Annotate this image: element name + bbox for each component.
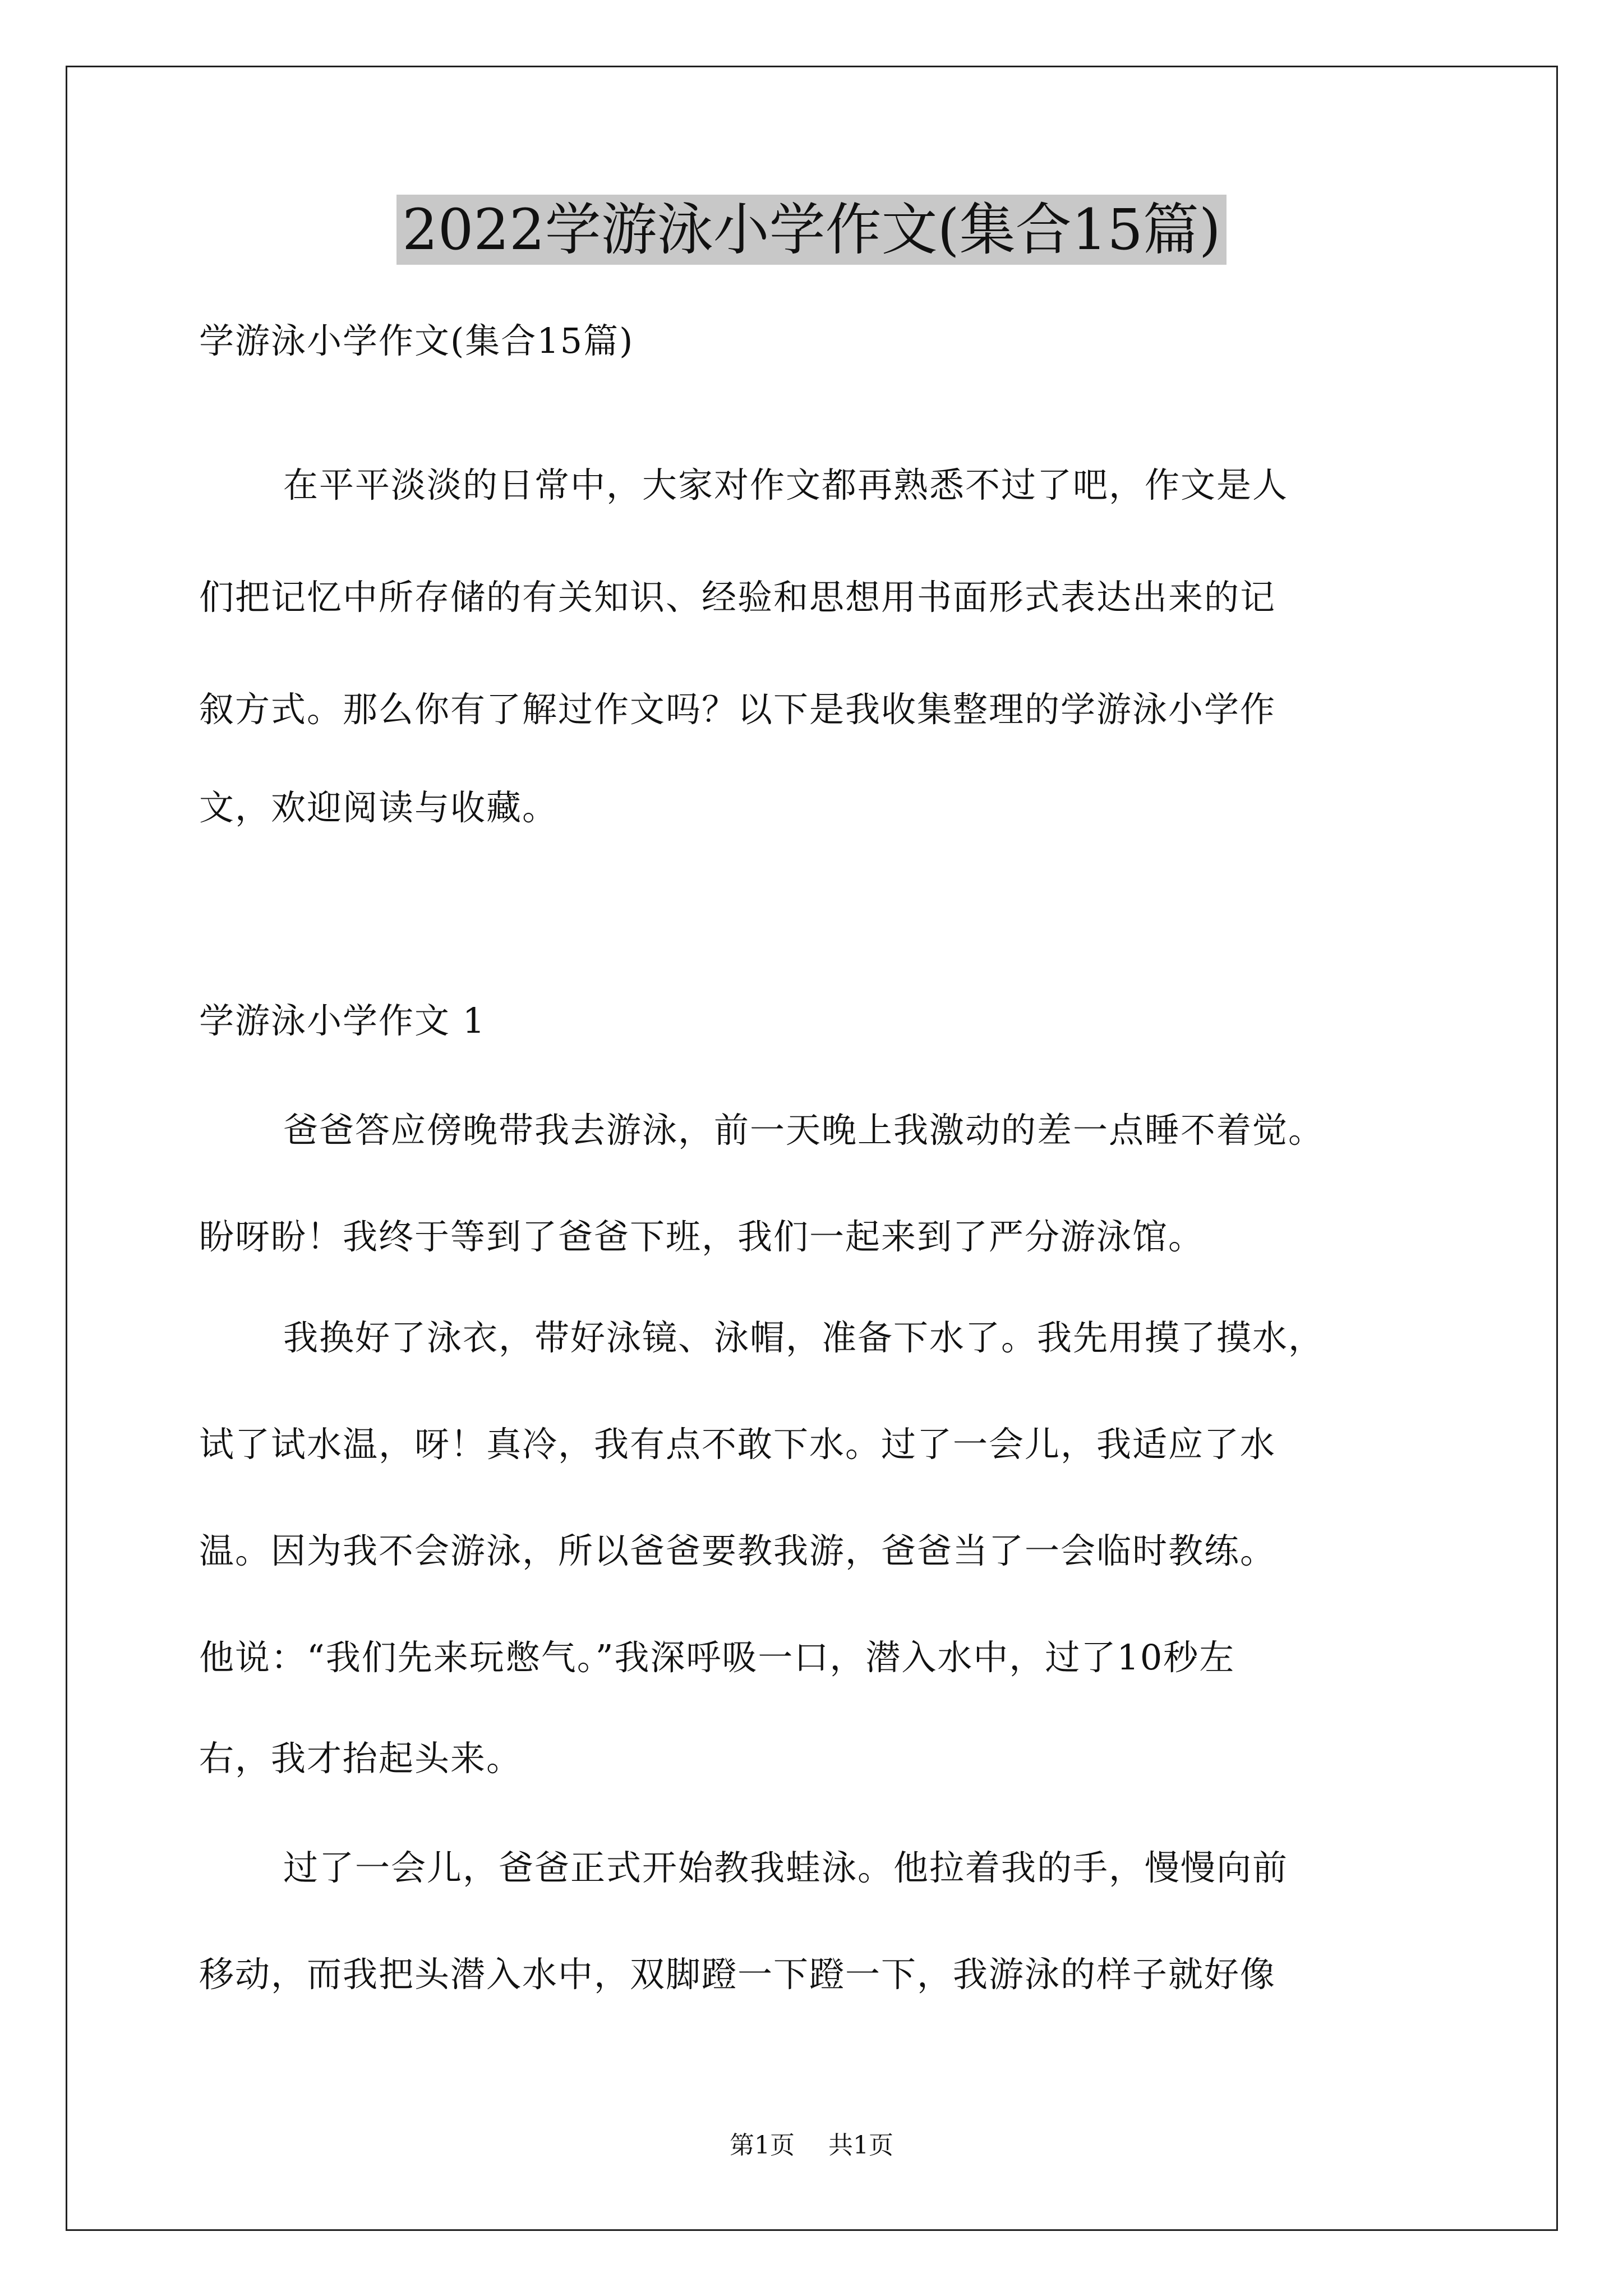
body-line-2: 盼呀盼！我终于等到了爸爸下班，我们一起来到了严分游泳馆。: [199, 1216, 1205, 1257]
document-title: [0, 194, 1623, 266]
body-line-5: 温。因为我不会游泳，所以爸爸要教我游，爸爸当了一会临时教练。: [199, 1530, 1276, 1571]
page-total: 共1页: [828, 2131, 893, 2160]
intro-line-2: 们把记忆中所存储的有关知识、经验和思想用书面形式表达出来的记: [199, 577, 1276, 618]
body-line-8: 过了一会儿，爸爸正式开始教我蛙泳。他拉着我的手，慢慢向前: [283, 1847, 1289, 1888]
section-heading: 学游泳小学作文 1: [199, 1000, 486, 1041]
body-line-1: 爸爸答应傍晚带我去游泳，前一天晚上我激动的差一点睡不着觉。: [283, 1110, 1325, 1151]
intro-line-4: 文，欢迎阅读与收藏。: [199, 787, 559, 828]
body-line-7: 右，我才抬起头来。: [199, 1738, 523, 1779]
document-title-text: 2022学游泳小学作文(集合15篇): [396, 195, 1227, 265]
intro-line-3: 叙方式。那么你有了解过作文吗？以下是我收集整理的学游泳小学作: [199, 689, 1276, 730]
body-line-6: 他说：“我们先来玩憋气。”我深呼吸一口，潜入水中，过了10秒左: [199, 1637, 1235, 1678]
body-line-9: 移动，而我把头潜入水中，双脚蹬一下蹬一下，我游泳的样子就好像: [199, 1954, 1276, 1995]
page-number: 第1页: [730, 2131, 795, 2160]
page-footer: [0, 2129, 1623, 2162]
body-line-3: 我换好了泳衣，带好泳镜、泳帽，准备下水了。我先用摸了摸水，: [283, 1317, 1325, 1358]
subtitle: 学游泳小学作文(集合15篇): [199, 320, 634, 361]
body-line-4: 试了试水温，呀！真冷，我有点不敢下水。过了一会儿，我适应了水: [199, 1424, 1276, 1465]
intro-line-1: 在平平淡淡的日常中，大家对作文都再熟悉不过了吧，作文是人: [283, 464, 1289, 505]
